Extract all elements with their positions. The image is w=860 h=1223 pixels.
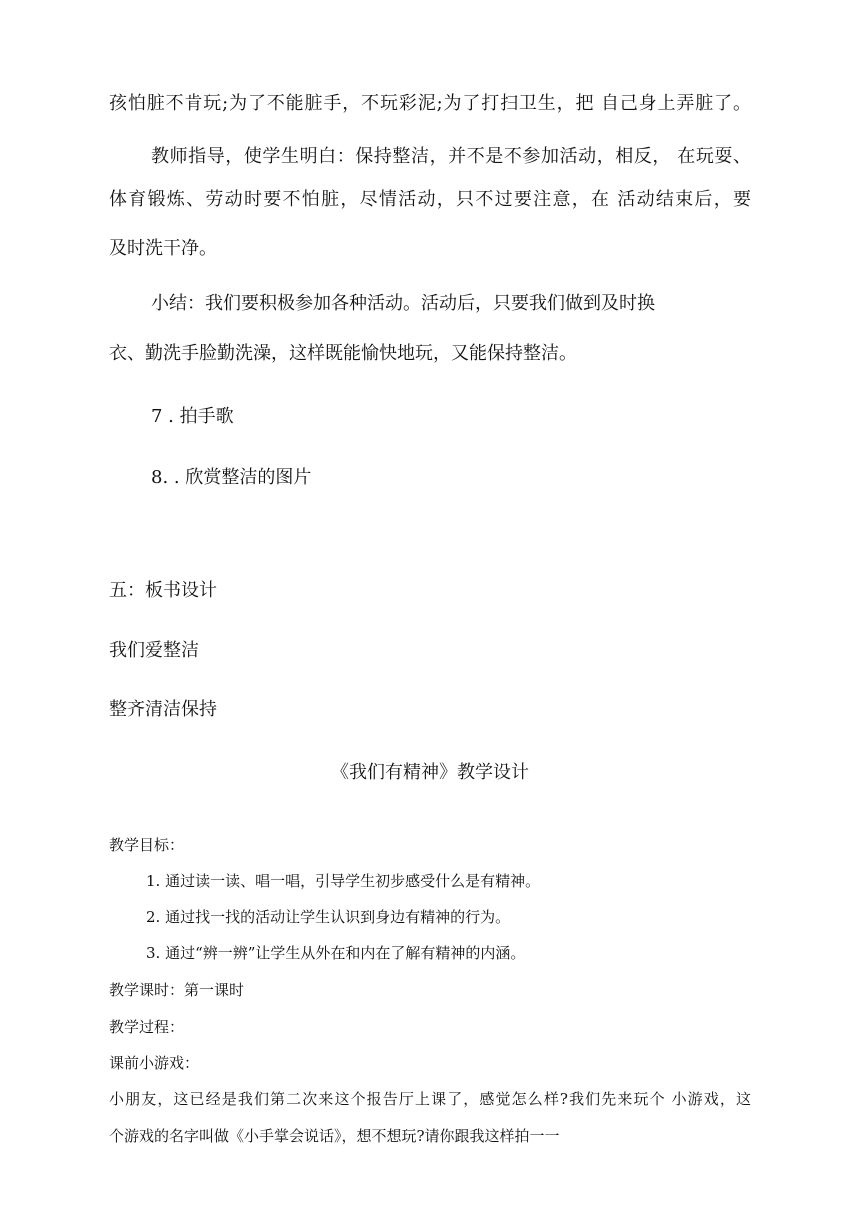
board-line: 我们爱整洁 [109,640,199,661]
paragraph-line: 孩怕脏不肯玩;为了不能脏手，不玩彩泥;为了打扫卫生，把 自己身上弄脏了。 [109,93,751,114]
list-item-7: 7 . 拍手歌 [151,406,234,427]
paragraph-line: 个游戏的名字叫做《小手掌会说话》，想不想玩?请你跟我这样拍一一 [109,1127,560,1145]
process-line: 教学过程： [109,1018,185,1036]
board-line: 整齐清洁保持 [109,699,217,720]
paragraph-line: 教师指导，使学生明白：保持整洁，并不是不参加活动，相反， 在玩耍、 [151,146,751,167]
summary-line: 衣、勤洗手脸勤洗澡，这样既能愉快地玩，又能保持整洁。 [109,343,577,364]
paragraph-line: 小朋友，这已经是我们第二次来这个报告厅上课了，感觉怎么样?我们先来玩个 小游戏，这 [109,1090,751,1108]
paragraph-line: 及时洗干净。 [109,238,217,259]
goal-item: 3. 通过“辨一辨”让学生从外在和内在了解有精神的内涵。 [146,944,526,962]
warmup-line: 课前小游戏： [109,1054,200,1072]
section-heading: 五：板书设计 [109,580,217,601]
period-line: 教学课时：第一课时 [109,981,245,999]
paragraph-line: 体育锻炼、劳动时要不怕脏，尽情活动，只不过要注意，在 活动结束后，要 [109,189,751,210]
list-item-8: 8. . 欣赏整洁的图片 [151,467,312,488]
goals-label: 教学目标： [109,836,185,854]
goal-item: 1. 通过读一读、唱一唱，引导学生初步感受什么是有精神。 [146,872,541,890]
summary-line: 小结：我们要积极参加各种活动。活动后，只要我们做到及时换 [151,293,655,314]
goal-item: 2. 通过找一找的活动让学生认识到身边有精神的行为。 [146,908,511,926]
document-title: 《我们有精神》教学设计 [331,762,529,783]
